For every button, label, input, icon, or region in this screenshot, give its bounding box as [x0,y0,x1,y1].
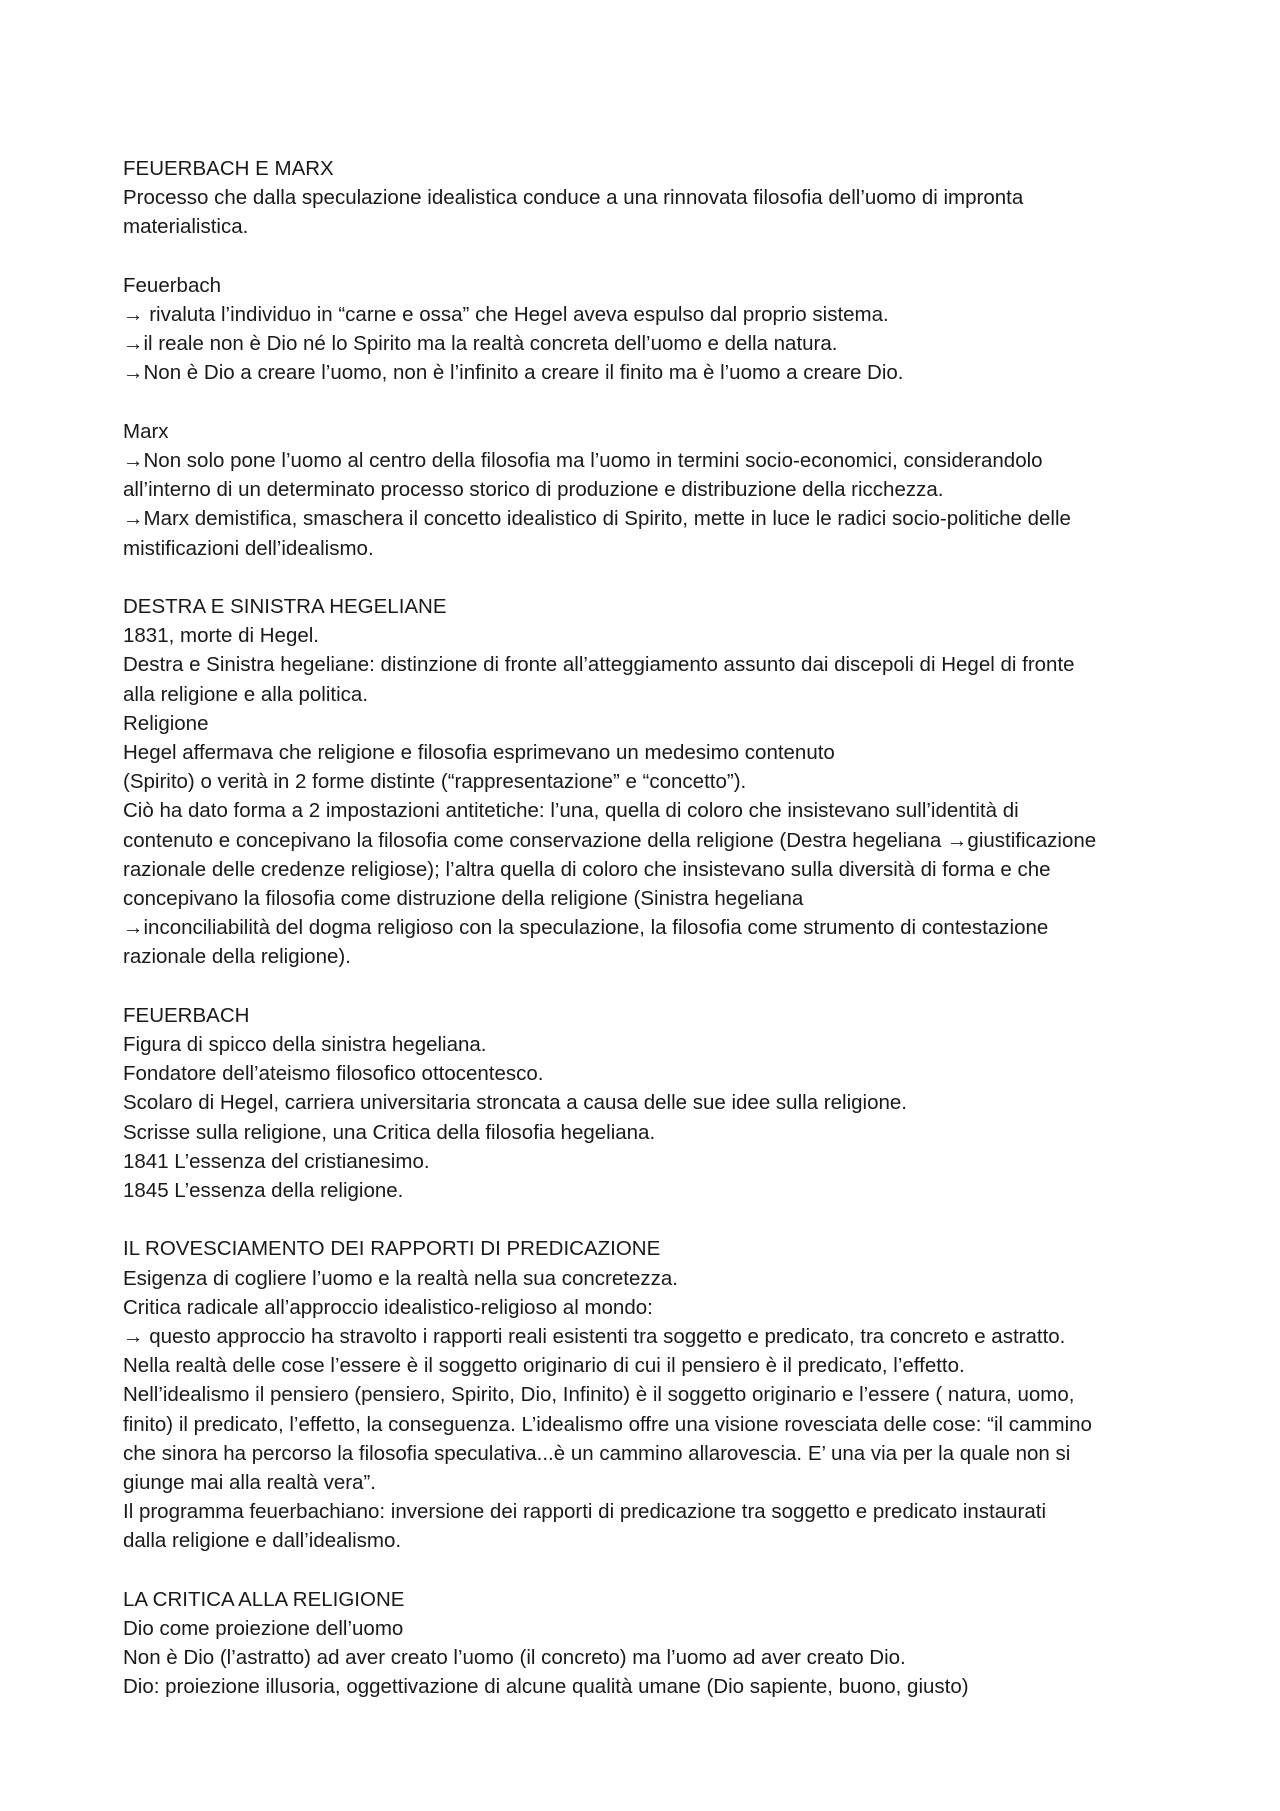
text-line: Dio come proiezione dell’uomo [123,1617,404,1641]
text-line: alla religione e alla politica. [123,682,369,706]
text-line: contenuto e concepivano la filosofia come conservazione della religione (Destra hegeliana →giustificazione [123,828,1097,852]
paragraph-spacer [123,972,1168,1001]
text-line: all’interno di un determinato processo storico di produzione e distribuzione della ricchezza. [123,478,944,502]
text-line: Ciò ha dato forma a 2 impostazioni antitetiche: l’una, quella di coloro che insistevano sull’identità di [123,799,1019,823]
section-heading: IL ROVESCIAMENTO DEI RAPPORTI DI PREDICAZIONE [123,1237,661,1261]
text-line: dalla religione e dall’idealismo. [123,1529,402,1553]
text-line: 1845 L’essenza della religione. [123,1179,404,1203]
section-heading: Feuerbach [123,273,222,297]
section-critica-religione [123,1585,1168,1702]
section-heading: FEUERBACH E MARX [123,157,334,180]
text-line: →Non è Dio a creare l’uomo, non è l’infinito a creare il finito ma è l’uomo a creare Dio. [123,361,904,385]
text-line: mistificazioni dell’idealismo. [123,536,374,560]
text-line: Scrisse sulla religione, una Critica della filosofia hegeliana. [123,1120,656,1144]
text-line: 1841 L’essenza del cristianesimo. [123,1149,430,1173]
section-heading: LA CRITICA ALLA RELIGIONE [123,1587,405,1611]
text-line: →inconciliabilità del dogma religioso con la speculazione, la filosofia come strumento di contestazione [123,916,1049,940]
paragraph-spacer [123,563,1168,592]
section-marx-intro [123,417,1168,563]
text-line: che sinora ha percorso la filosofia speculativa...è un cammino allarovescia. E’ una via per la quale non si [123,1441,1071,1465]
text-line: Fondatore dell’ateismo filosofico ottocentesco. [123,1062,544,1086]
text-line: (Spirito) o verità in 2 forme distinte (“rappresentazione” e “concetto”). [123,770,747,794]
text-line: →Non solo pone l’uomo al centro della filosofia ma l’uomo in termini socio-economici, considerandolo [123,449,1043,472]
section-rovesciamento [123,1234,1168,1555]
text-line: Destra e Sinistra hegeliane: distinzione di fronte all’atteggiamento assunto dai discepoli di Hegel di fronte [123,653,1075,677]
text-line: Religione [123,711,209,735]
text-line: 1831, morte di Hegel. [123,624,320,648]
section-feuerbach [123,1001,1168,1205]
text-line: Esigenza di cogliere l’uomo e la realtà nella sua concretezza. [123,1266,678,1290]
text-line: →Marx demistifica, smaschera il concetto idealistico di Spirito, mette in luce le radici socio-politiche delle [123,507,1071,531]
text-line: Hegel affermava che religione e filosofia esprimevano un medesimo contenuto [123,741,835,765]
section-heading: FEUERBACH [123,1003,250,1027]
text-line: razionale della religione). [123,945,351,969]
text-line: Nella realtà delle cose l’essere è il soggetto originario di cui il pensiero è il predicato, l’effetto. [123,1354,965,1378]
section-feuerbach-e-marx [123,154,1168,242]
section-feuerbach-intro [123,271,1168,388]
text-line: Non è Dio (l’astratto) ad aver creato l’uomo (il concreto) ma l’uomo ad aver creato Dio. [123,1646,906,1670]
text-line: materialistica. [123,215,249,239]
section-heading: Marx [123,419,169,443]
paragraph-spacer [123,388,1168,417]
text-line: → questo approccio ha stravolto i rapporti reali esistenti tra soggetto e predicato, tra concreto e astratto. [123,1325,1066,1349]
paragraph-spacer [123,1205,1168,1234]
text-line: Processo che dalla speculazione idealistica conduce a una rinnovata filosofia dell’uomo di impronta [123,186,1024,210]
text-line: →il reale non è Dio né lo Spirito ma la realtà concreta dell’uomo e della natura. [123,332,838,356]
paragraph-spacer [123,242,1168,271]
text-line: concepivano la filosofia come distruzione della religione (Sinistra hegeliana [123,887,804,911]
text-line: Nell’idealismo il pensiero (pensiero, Spirito, Dio, Infinito) è il soggetto originario e l’essere ( natura, uomo, [123,1383,1075,1407]
document-page [123,154,1168,1702]
text-line: giunge mai alla realtà vera”. [123,1471,376,1495]
text-line: Figura di spicco della sinistra hegeliana. [123,1033,487,1057]
text-line: Critica radicale all’approccio idealistico-religioso al mondo: [123,1295,653,1319]
text-line: Dio: proiezione illusoria, oggettivazione di alcune qualità umane (Dio sapiente, buono, giusto) [123,1675,969,1699]
text-line: razionale delle credenze religiose); l’altra quella di coloro che insistevano sulla diversità di forma e che [123,857,1051,881]
text-line: Il programma feuerbachiano: inversione dei rapporti di predicazione tra soggetto e predicato instaurati [123,1500,1047,1524]
text-line: → rivaluta l’individuo in “carne e ossa” che Hegel aveva espulso dal proprio sistema. [123,303,889,326]
section-destra-sinistra [123,592,1168,972]
text-line: finito) il predicato, l’effetto, la conseguenza. L’idealismo offre una visione rovesciata delle cose: “il cammino [123,1412,1092,1436]
section-heading: DESTRA E SINISTRA HEGELIANE [123,595,447,618]
paragraph-spacer [123,1556,1168,1585]
text-line: Scolaro di Hegel, carriera universitaria stroncata a causa delle sue idee sulla religione. [123,1091,907,1115]
